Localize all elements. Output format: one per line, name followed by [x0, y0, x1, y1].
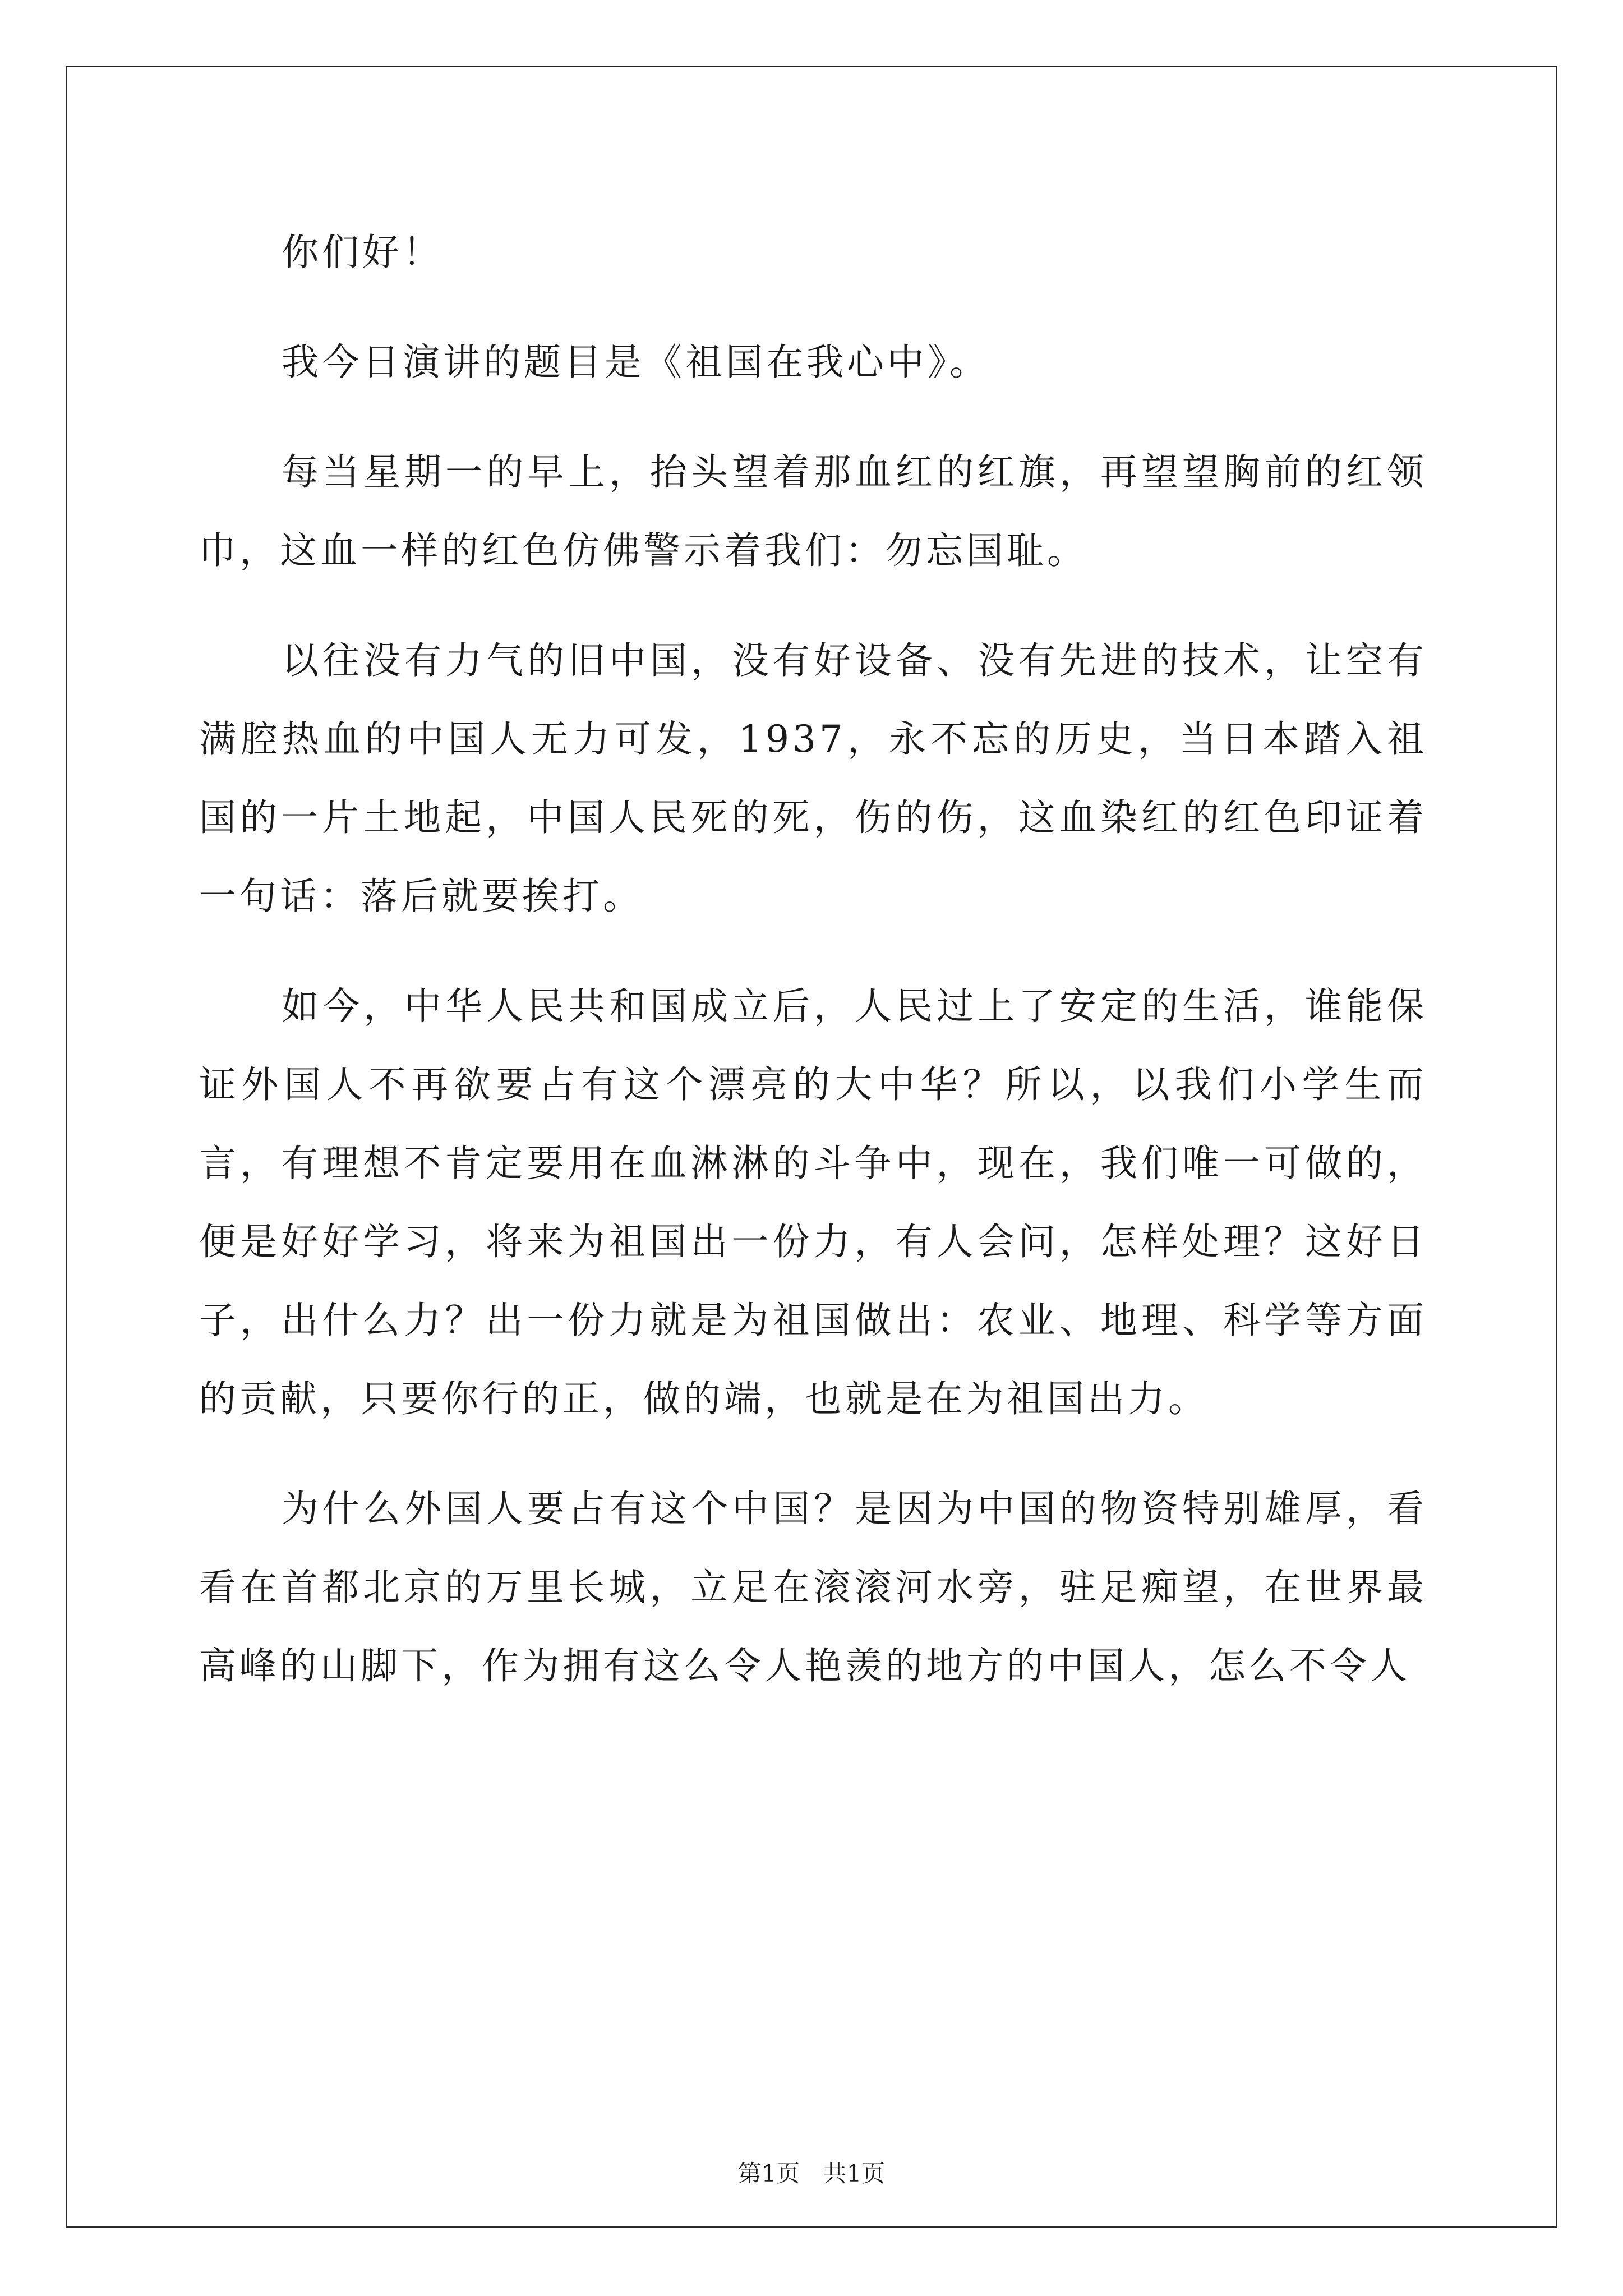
- paragraph-greeting: 你们好！: [282, 231, 443, 274]
- paragraph-red-flag: 每当星期一的早上，抬头望着那血红的红旗，再望望胸前的红领巾，这血一样的红色仿佛警示着我们：勿忘国耻。: [199, 450, 1427, 572]
- paragraph-history: 以往没有力气的旧中国，没有好设备、没有先进的技术，让空有满腔热血的中国人无力可发，1937，永不忘的历史，当日本踏入祖国的一片土地起，中国人民死的死，伤的伤，这血染红的红色印证着一句话：落后就要挨打。: [199, 639, 1427, 918]
- paragraph-resources: 为什么外国人要占有这个中国？是因为中国的物资特别雄厚，看看在首都北京的万里长城，立足在滚滚河水旁，驻足痴望，在世界最高峰的山脚下，作为拥有这么令人艳羡的地方的中国人，怎么不令人: [199, 1487, 1427, 1687]
- page-footer: [0, 2157, 1623, 2191]
- page-number: 第1页: [737, 2160, 800, 2187]
- page-total: 共1页: [823, 2160, 886, 2187]
- document-body: [199, 213, 1427, 1705]
- paragraph-topic: 我今日演讲的题目是《祖国在我心中》。: [282, 341, 990, 384]
- paragraph-present: 如今，中华人民共和国成立后，人民过上了安定的生活，谁能保证外国人不再欲要占有这个漂亮的大中华？所以，以我们小学生而言，有理想不肯定要用在血淋淋的斗争中，现在，我们唯一可做的，便是好好学习，将来为祖国出一份力，有人会问，怎样处理？这好日子，出什么力？出一份力就是为祖国做出：农业、地理、科学等方面的贡献，只要你行的正，做的端，也就是在为祖国出力。: [199, 984, 1427, 1420]
